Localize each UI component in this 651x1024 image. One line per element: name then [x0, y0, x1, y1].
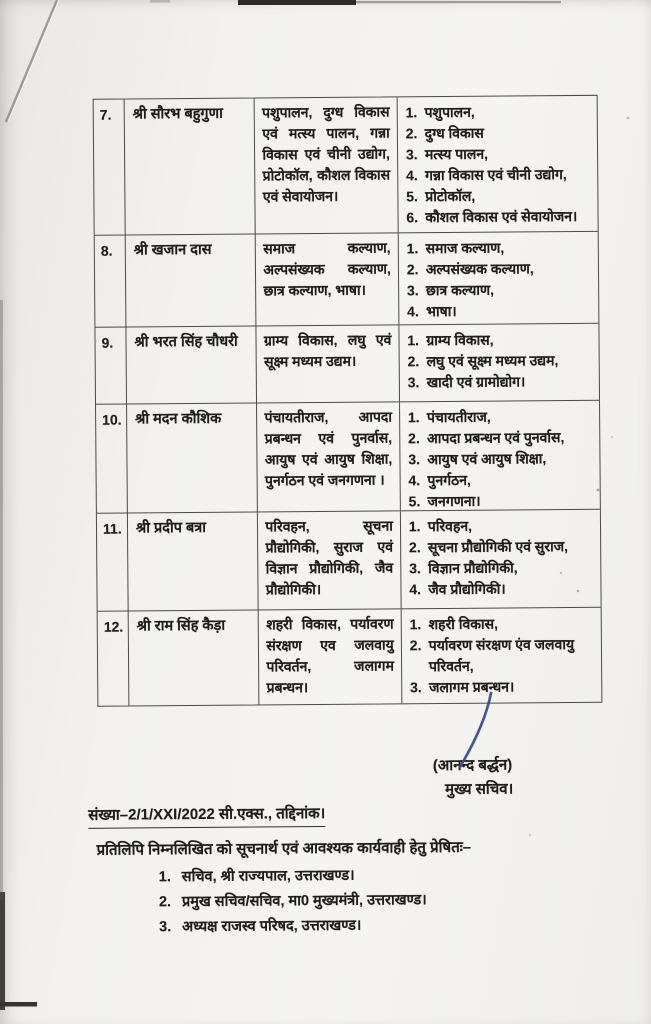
item-text: आयुष एवं आयुष शिक्षा, — [427, 450, 547, 468]
item-text: परिवहन, — [427, 517, 473, 535]
list-item — [407, 279, 594, 301]
reference-number-line: संख्या–2/1/XXI/2022 सी.एक्स., तद्दिनांक। — [88, 803, 325, 829]
item-text: मत्स्य पालन, — [424, 145, 489, 163]
list-item — [407, 237, 594, 259]
item-number: 4. — [406, 167, 418, 184]
minister-name-cell: श्री मदन कौशिक — [126, 403, 257, 512]
recipient-item — [159, 863, 427, 890]
item-number: 5. — [408, 493, 421, 510]
list-item — [406, 185, 593, 207]
list-item — [409, 557, 596, 579]
list-item — [408, 406, 595, 428]
item-number: 1. — [407, 332, 420, 349]
item-number: 1. — [406, 240, 419, 257]
signatory-name: (आनन्द बर्द्धन) — [432, 756, 513, 775]
item-number: 6. — [406, 209, 419, 226]
table-row — [98, 607, 602, 706]
list-item — [407, 329, 594, 351]
portfolio-text-cell — [258, 609, 401, 704]
item-number: 2. — [158, 894, 172, 911]
item-text: जैव प्रौद्योगिकी। — [428, 580, 506, 598]
item-number: 3. — [410, 679, 422, 696]
item-number: 3. — [406, 282, 419, 299]
serial-number-cell: 8. — [100, 242, 113, 259]
portfolio-text-cell — [256, 402, 399, 511]
item-number: 2. — [408, 430, 420, 447]
portfolio-paragraph: पंचायतीराज, आपदा प्रबन्धन एवं पुनर्वास, आयुष एवं आयुष शिक्षा, पुनर्गठन एवं जनगणना । — [264, 408, 393, 489]
portfolio-text-cell — [255, 233, 398, 325]
list-item — [405, 101, 592, 123]
list-item — [407, 300, 594, 322]
item-number: 4. — [407, 303, 419, 320]
item-text: जलागम प्रबन्धन। — [429, 678, 515, 696]
item-text: अध्यक्ष राजस्व परिषद, उत्तराखण्ड। — [182, 917, 362, 936]
portfolio-items-cell — [400, 608, 601, 704]
list-item — [408, 448, 595, 470]
list-item — [406, 143, 593, 165]
item-text: लघु एवं सूक्ष्म मध्यम उद्यम, — [426, 352, 559, 370]
item-number: 2. — [406, 261, 419, 278]
item-text: जनगणना। — [427, 492, 481, 510]
list-item — [409, 578, 596, 600]
minister-name-cell: श्री भरत सिंह चौधरी — [125, 327, 256, 404]
item-number: 3. — [408, 451, 421, 468]
item-text: पंचायतीराज, — [426, 408, 491, 426]
recipients-list — [159, 863, 427, 940]
item-number: 4. — [409, 581, 422, 598]
item-text: विज्ञान प्रौद्योगिकी, — [428, 559, 518, 577]
item-text: आपदा प्रबन्धन एवं पुनर्वास, — [427, 429, 565, 447]
serial-number-cell: 11. — [102, 520, 122, 537]
list-item — [407, 350, 594, 372]
item-text: प्रमुख सचिव/सचिव, मा0 मुख्यमंत्री, उत्तराखण्ड। — [181, 892, 427, 911]
portfolio-paragraph: समाज कल्याण, अल्पसंख्यक कल्याण, छात्र कल्याण, भाषा। — [263, 239, 391, 299]
item-number: 1. — [405, 104, 418, 121]
item-text: अल्पसंख्यक कल्याण, — [425, 260, 534, 278]
serial-number-cell: 12. — [103, 618, 124, 635]
item-number: 5. — [406, 188, 418, 205]
item-text: सचिव, श्री राज्यपाल, उत्तराखण्ड। — [181, 867, 355, 886]
item-text: पुनर्गठन, — [427, 471, 471, 489]
list-item — [409, 490, 596, 511]
portfolio-items-cell — [400, 510, 601, 609]
list-item — [409, 536, 596, 558]
item-text: खादी एवं ग्रामोद्योग। — [426, 373, 526, 391]
item-number: 1. — [158, 869, 171, 886]
list-item — [410, 613, 597, 635]
signature-block — [433, 754, 613, 799]
portfolio-items-cell — [396, 96, 597, 233]
minister-name-cell: श्री खजान दास — [125, 235, 256, 327]
portfolio-text-cell — [254, 97, 397, 233]
portfolio-items-cell — [398, 324, 599, 402]
portfolio-paragraph: परिवहन, सूचना प्रौद्योगिकी, सुराज एवं विज्ञान प्रौद्योगिकी, जैव प्रौद्योगिकी। — [265, 517, 394, 598]
ministers-portfolio-table — [93, 95, 603, 707]
item-text: छात्र कल्याण, — [425, 281, 494, 299]
list-item — [409, 515, 596, 537]
item-number: 3. — [407, 374, 420, 391]
item-text: पर्यावरण संरक्षण एंव जलवायु परिवर्तन, — [428, 636, 575, 675]
signatory-title: मुख्य सचिव। — [444, 780, 514, 799]
list-item — [410, 676, 597, 698]
serial-number-cell: 9. — [101, 334, 114, 351]
list-item — [410, 634, 597, 677]
item-number: 3. — [159, 919, 172, 936]
portfolio-paragraph: पशुपालन, दुग्ध विकास एवं मत्स्य पालन, गन्ना विकास एवं चीनी उद्योग, प्रोटोकॉल, कौशल विकास एवं सेवायोजन। — [262, 103, 391, 205]
minister-name-cell: श्री प्रदीप बत्रा — [127, 512, 258, 610]
portfolio-paragraph: ग्राम्य विकास, लघु एवं सूक्ष्म मध्यम उद्यम। — [263, 331, 392, 370]
item-number: 1. — [407, 409, 420, 426]
table-row — [95, 323, 599, 404]
portfolio-text-cell — [256, 325, 399, 402]
portfolio-text-cell — [257, 511, 400, 609]
item-text: शहरी विकास, — [428, 615, 498, 633]
serial-number-cell: 7. — [99, 106, 112, 123]
serial-number-cell: 10. — [102, 411, 122, 428]
table-row — [97, 509, 601, 611]
list-item — [408, 427, 595, 449]
item-number: 2. — [408, 539, 421, 556]
item-number: 1. — [408, 518, 421, 535]
table-row — [96, 400, 600, 513]
item-text: समाज कल्याण, — [425, 239, 505, 257]
list-item — [406, 122, 593, 144]
item-text: सूचना प्रौद्योगिकी एवं सुराज, — [427, 538, 569, 556]
copy-forwarding-line: प्रतिलिपि निम्नलिखित को सूचनार्थ एवं आवश्यक कार्यवाही हेतु प्रेषितः– — [96, 838, 472, 859]
item-text: गन्ना विकास एवं चीनी उद्योग, — [425, 166, 567, 184]
minister-name-cell: श्री सौरभ बहुगुणा — [124, 99, 256, 235]
list-item — [407, 258, 594, 280]
portfolio-items-cell — [399, 401, 600, 511]
table-row — [95, 231, 599, 327]
list-item — [408, 469, 595, 491]
recipient-item — [159, 888, 427, 915]
item-text: कौशल विकास एवं सेवायोजन। — [425, 207, 578, 226]
item-number: 4. — [408, 472, 421, 489]
item-number: 2. — [407, 353, 420, 370]
list-item — [406, 206, 593, 228]
item-text: भाषा। — [426, 302, 457, 320]
item-text: दुग्ध विकास — [424, 124, 484, 142]
list-item — [408, 371, 595, 393]
recipient-item — [159, 913, 427, 940]
minister-name-cell: श्री राम सिंह कैड़ा — [128, 610, 259, 705]
portfolio-paragraph: शहरी विकास, पर्यावरण संरक्षण एव जलवायु परिवर्तन, जलागम प्रबन्धन। — [266, 615, 394, 696]
item-text: पशुपालन, — [424, 103, 475, 121]
item-text: ग्राम्य विकास, — [426, 331, 494, 349]
portfolio-items-cell — [398, 232, 599, 325]
item-number: 3. — [405, 146, 418, 163]
item-number: 3. — [409, 560, 421, 577]
table-row — [94, 96, 598, 235]
item-number: 2. — [409, 637, 422, 654]
list-item — [406, 164, 593, 186]
item-text: प्रोटोकॉल, — [425, 187, 476, 205]
item-number: 2. — [405, 125, 418, 142]
item-number: 1. — [409, 616, 422, 633]
